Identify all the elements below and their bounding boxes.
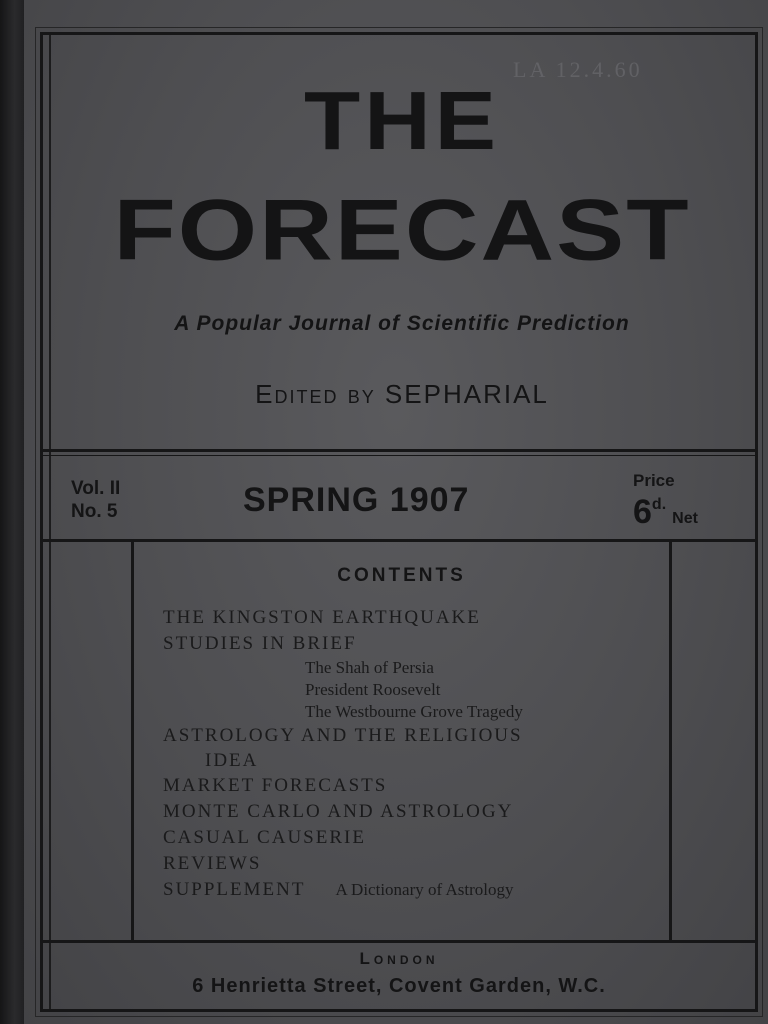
book-spine — [0, 0, 24, 1024]
journal-cover — [24, 0, 768, 1024]
price-net: Net — [672, 510, 698, 527]
library-stamp: LA 12.4.60 — [513, 57, 643, 82]
toc-subitem: The Shah of Persia — [305, 658, 434, 677]
toc-item: REVIEWS — [163, 853, 262, 874]
issue-number-label: No. 5 — [71, 501, 118, 522]
contents-border-left — [131, 539, 134, 940]
contents-heading: CONTENTS — [337, 565, 466, 586]
title-line-1: THE — [304, 75, 500, 167]
price-value — [633, 493, 698, 532]
price-label: Price — [633, 471, 675, 490]
publisher-city: London — [359, 949, 439, 968]
publisher-address: 6 Henrietta Street, Covent Garden, W.C. — [192, 975, 606, 997]
contents-border-right — [669, 539, 672, 940]
journal-subtitle: A Popular Journal of Scientific Prediction — [174, 312, 630, 335]
divider-rule — [43, 455, 755, 456]
issue-season: SPRING 1907 — [243, 481, 470, 519]
toc-item-note: A Dictionary of Astrology — [335, 880, 514, 899]
toc-item: MONTE CARLO AND ASTROLOGY — [163, 801, 514, 822]
toc-item: STUDIES IN BRIEF — [163, 633, 357, 654]
price-unit: d. — [651, 496, 667, 513]
toc-subitem: The Westbourne Grove Tragedy — [305, 702, 523, 721]
frame-double-rule — [49, 35, 51, 1009]
toc-item-continuation: IDEA — [205, 750, 259, 771]
editor-credit: Edited by SEPHARIAL — [255, 379, 549, 409]
toc-item: THE KINGSTON EARTHQUAKE — [163, 607, 481, 628]
volume-number — [71, 477, 120, 523]
divider-rule — [43, 449, 755, 452]
divider-rule — [43, 940, 755, 943]
toc-subitem: President Roosevelt — [305, 680, 441, 699]
toc-item-label: SUPPLEMENT — [163, 879, 306, 900]
cover-frame — [40, 32, 758, 1012]
toc-item: MARKET FORECASTS — [163, 775, 388, 796]
toc-item — [163, 877, 663, 903]
volume-label: Vol. II — [71, 478, 121, 499]
price-amount: 6 — [633, 493, 652, 531]
title-line-2: FORECAST — [113, 181, 691, 279]
table-of-contents — [163, 605, 663, 903]
toc-item: ASTROLOGY AND THE RELIGIOUS — [163, 725, 523, 746]
toc-item: CASUAL CAUSERIE — [163, 827, 366, 848]
divider-rule — [43, 539, 755, 542]
